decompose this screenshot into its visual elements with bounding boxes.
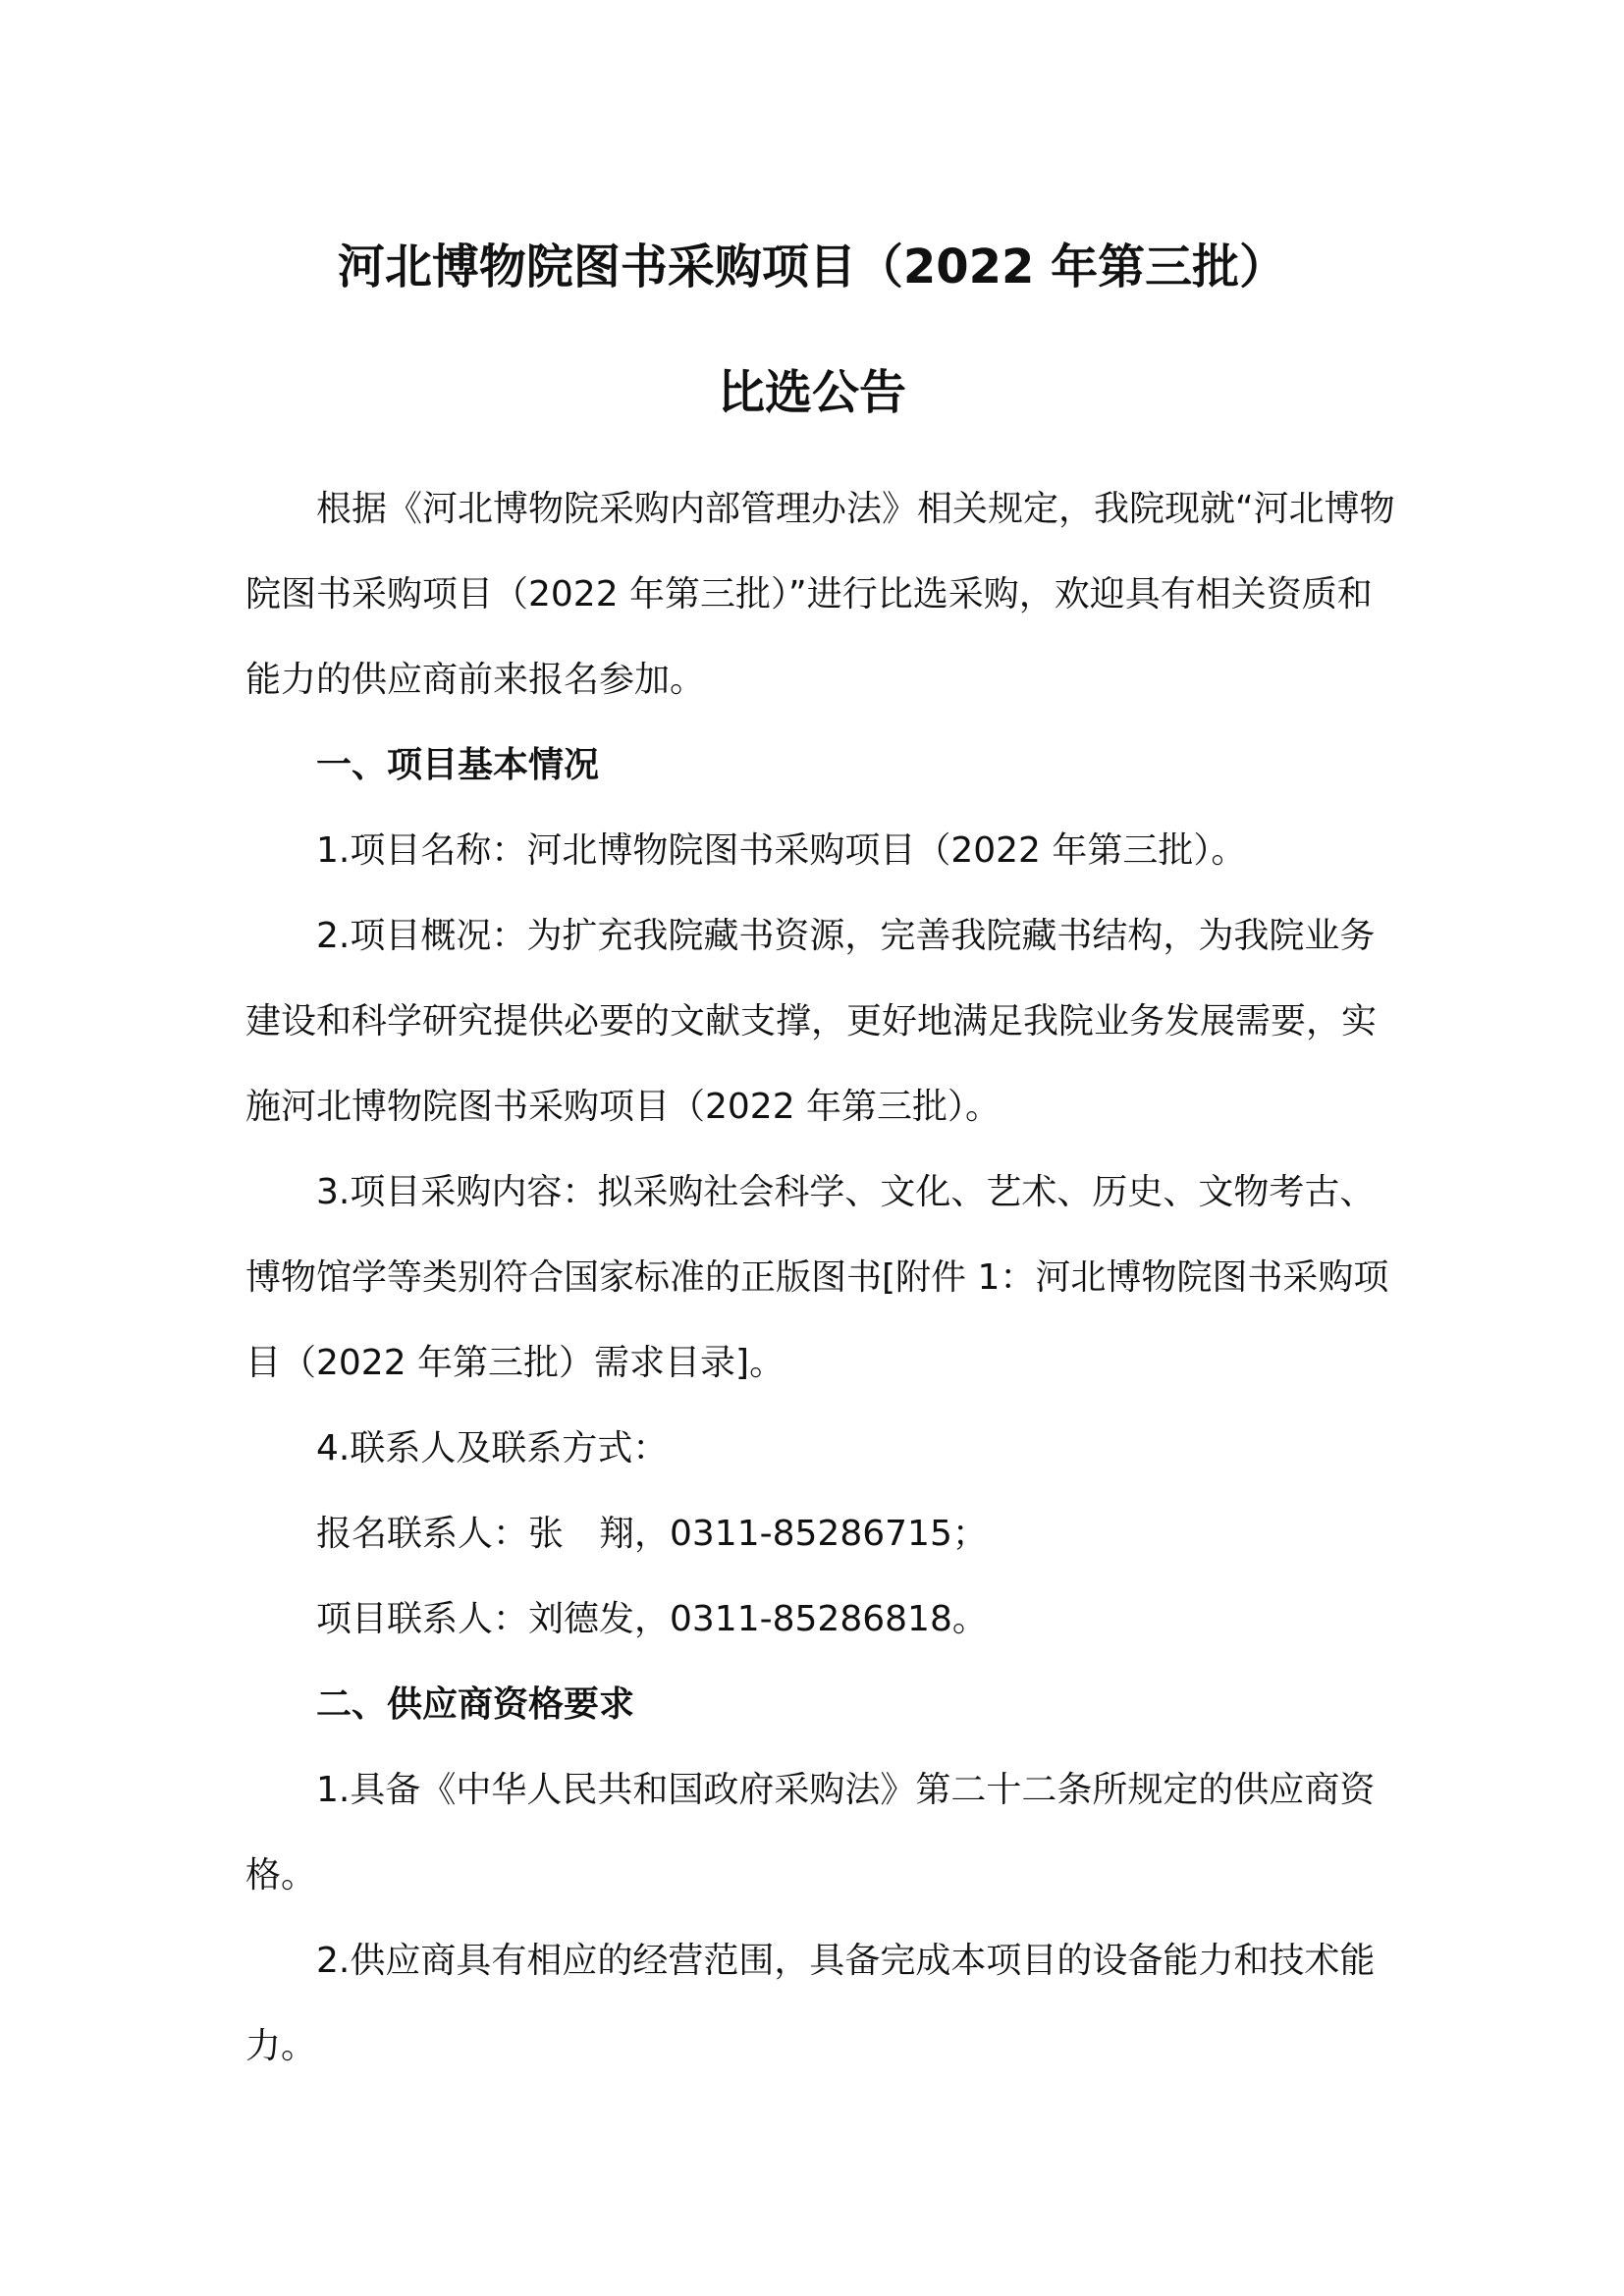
contact-heading-item: 4.联系人及联系方式： [316, 1428, 669, 1468]
section-heading-project-info: 一、项目基本情况 [316, 745, 600, 785]
section-heading-qualification: 二、供应商资格要求 [316, 1684, 635, 1725]
document-body [245, 466, 1404, 2089]
qualification-item-2: 2.供应商具有相应的经营范围，具备完成本项目的设备能力和技术能力。 [245, 1941, 1376, 2066]
project-overview-item: 2.项目概况：为扩充我院藏书资源，完善我院藏书结构，为我院业务建设和科学研究提供必要的文献支撑，更好地满足我院业务发展需要，实施河北博物院图书采购项目（2022 年第三批）。 [245, 916, 1378, 1127]
signup-contact: 报名联系人：张 翔，0311-85286715； [316, 1514, 988, 1554]
document-subtitle: 比选公告 [717, 365, 906, 420]
project-contact: 项目联系人：刘德发，0311-85286818。 [316, 1599, 988, 1639]
qualification-item-1: 1.具备《中华人民共和国政府采购法》第二十二条所规定的供应商资格。 [245, 1770, 1376, 1896]
project-content-item: 3.项目采购内容：拟采购社会科学、文化、艺术、历史、文物考古、博物馆学等类别符合国家标准的正版图书[附件 1：河北博物院图书采购项目（2022 年第三批）需求目录]。 [245, 1172, 1389, 1383]
project-name-item: 1.项目名称：河北博物院图书采购项目（2022 年第三批）。 [316, 830, 1247, 871]
intro-paragraph: 根据《河北博物院采购内部管理办法》相关规定，我院现就“河北博物院图书采购项目（2022 年第三批）”进行比选采购，欢迎具有相关资质和能力的供应商前来报名参加。 [245, 489, 1395, 700]
document-title: 河北博物院图书采购项目（2022 年第三批） [337, 240, 1287, 294]
